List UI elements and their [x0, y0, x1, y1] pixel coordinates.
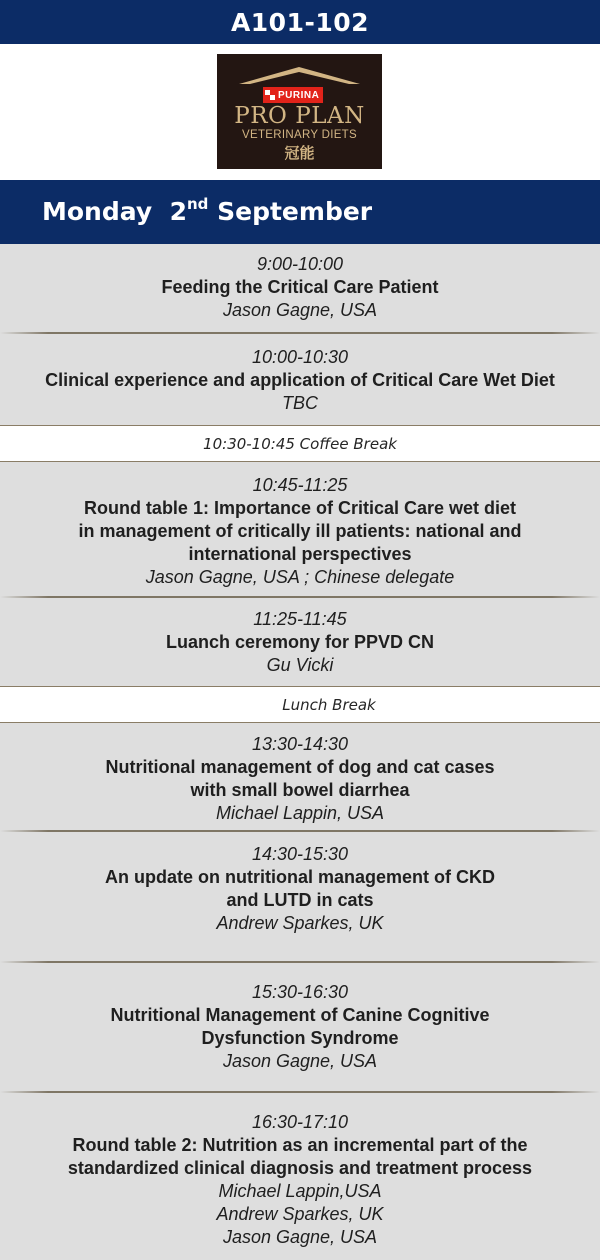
date-number: 2	[169, 197, 187, 226]
session-title-line: international perspectives	[188, 544, 412, 564]
lunch-break-label: Lunch Break	[282, 695, 376, 714]
session-time: 16:30-17:10	[251, 1112, 349, 1132]
logo-area	[0, 44, 600, 180]
session-speaker: Michael Lappin, USA	[215, 803, 385, 823]
session-speaker: TBC	[282, 393, 318, 413]
session-title: Clinical experience and application of Critical Care Wet Diet	[45, 370, 555, 390]
session-title-line: standardized clinical diagnosis and treatment process	[67, 1158, 533, 1178]
session-item	[0, 474, 600, 589]
purina-pro-plan-veterinary-diets-logo	[217, 54, 382, 169]
session-time: 10:00-10:30	[251, 347, 349, 367]
session-time: 9:00-10:00	[256, 254, 344, 274]
session-time: 14:30-15:30	[251, 844, 349, 864]
session-title: Feeding the Critical Care Patient	[161, 277, 439, 297]
session-divider	[0, 596, 600, 598]
purina-wordmark: PURINA	[278, 89, 320, 101]
room-header	[0, 0, 600, 44]
session-speaker: Jason Gagne, USA	[222, 300, 378, 320]
session-item	[0, 981, 600, 1073]
session-item	[0, 608, 600, 677]
session-speaker: Jason Gagne, USA	[222, 1051, 378, 1071]
session-item	[0, 346, 600, 415]
lunch-break-row	[0, 686, 600, 723]
weekday: Monday	[42, 197, 153, 226]
month: September	[217, 197, 373, 226]
session-speaker: Andrew Sparkes, UK	[216, 1204, 384, 1224]
schedule-block	[0, 244, 600, 425]
session-speaker: Jason Gagne, USA	[222, 1227, 378, 1247]
schedule-block	[0, 462, 600, 686]
purina-badge	[263, 87, 323, 103]
coffee-break-row	[0, 425, 600, 462]
day-title	[42, 197, 372, 226]
session-time: 11:25-11:45	[253, 609, 347, 629]
session-speaker: Michael Lappin,USA	[218, 1181, 382, 1201]
session-time: 15:30-16:30	[251, 982, 349, 1002]
session-item	[0, 843, 600, 935]
coffee-break-label: 10:30-10:45 Coffee Break	[203, 434, 397, 453]
session-time: 10:45-11:25	[252, 475, 348, 495]
veterinary-diets-wordmark: VETERINARY DIETS	[242, 129, 357, 141]
session-title-line: An update on nutritional management of CKD	[105, 867, 495, 887]
date-suffix: nd	[186, 195, 209, 213]
session-title-line: Nutritional Management of Canine Cognitive	[110, 1005, 490, 1025]
checkerboard-icon	[265, 90, 275, 100]
session-item	[0, 253, 600, 322]
session-title-line: and LUTD in cats	[226, 890, 374, 910]
session-divider	[0, 332, 600, 334]
session-speaker: Gu Vicki	[266, 655, 334, 675]
session-item	[0, 733, 600, 825]
session-divider	[0, 961, 600, 963]
session-speaker: Andrew Sparkes, UK	[216, 913, 384, 933]
pro-plan-wordmark: PRO PLAN	[234, 103, 365, 129]
session-title-line: in management of critically ill patients: national and	[78, 521, 522, 541]
session-divider	[0, 1091, 600, 1093]
schedule-block	[0, 723, 600, 1260]
session-time: 13:30-14:30	[251, 734, 349, 754]
session-title: Luanch ceremony for PPVD CN	[165, 632, 435, 652]
session-divider	[0, 830, 600, 832]
session-title-line: Dysfunction Syndrome	[201, 1028, 399, 1048]
chinese-brand-wordmark: 冠能	[284, 144, 315, 162]
session-title-line: Round table 2: Nutrition as an incremental part of the	[72, 1135, 528, 1155]
room-name: A101-102	[230, 7, 370, 37]
session-title-line: with small bowel diarrhea	[190, 780, 410, 800]
roof-emblem-icon	[239, 65, 360, 85]
session-speaker: Jason Gagne, USA ; Chinese delegate	[145, 567, 455, 587]
day-header	[0, 180, 600, 244]
session-title-line: Round table 1: Importance of Critical Care wet diet	[83, 498, 517, 518]
session-title-line: Nutritional management of dog and cat cases	[105, 757, 495, 777]
session-item	[0, 1111, 600, 1249]
